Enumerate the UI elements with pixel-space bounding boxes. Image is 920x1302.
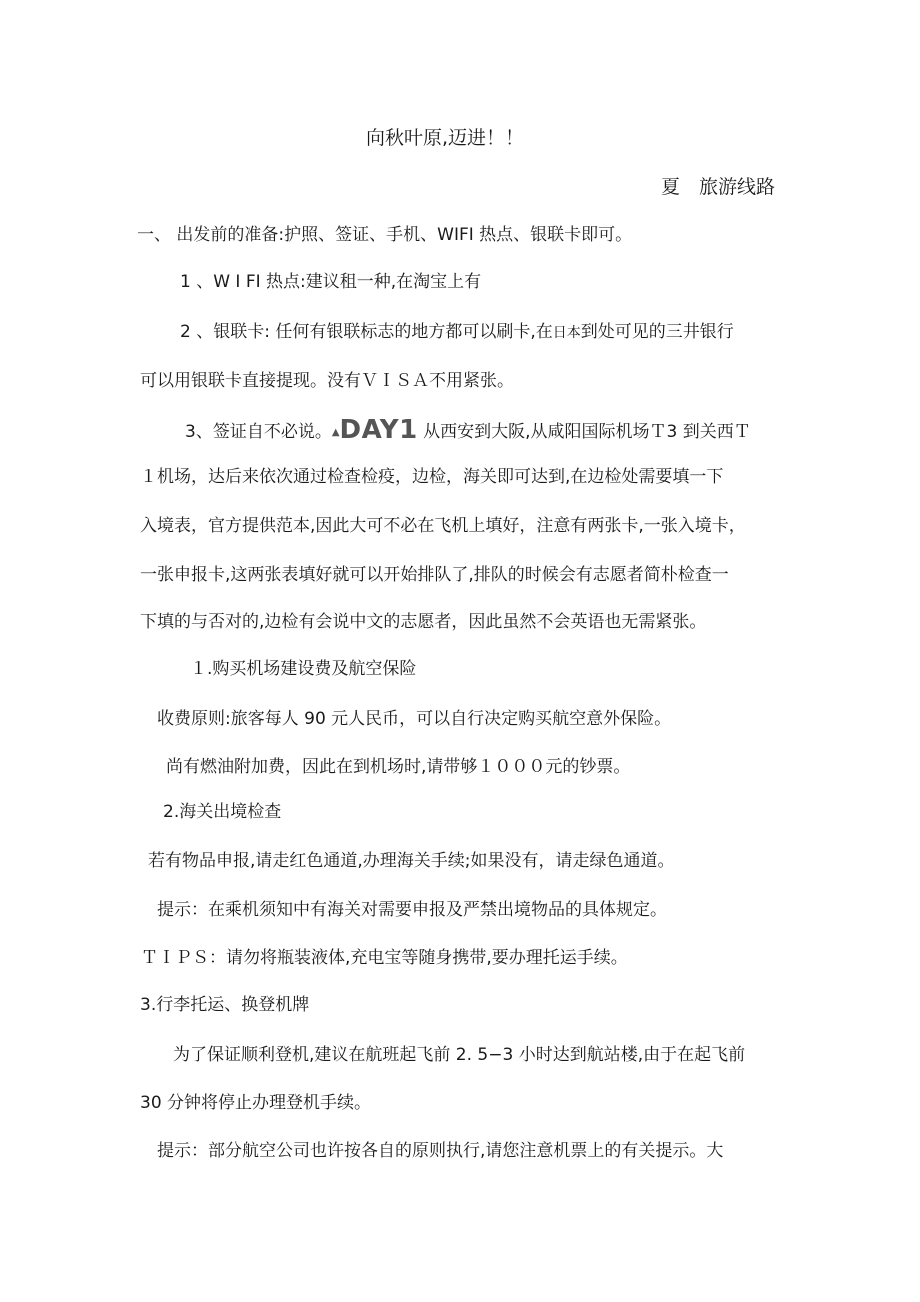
paragraph-preparation: 一、 出发前的准备:护照、签证、手机、WIFI 热点、银联卡即可。 <box>137 225 633 245</box>
paragraph-unionpay-cont: 可以用银联卡直接提现。没有ＶＩＳＡ不用紧张。 <box>140 371 514 391</box>
paragraph-tips: ＴＩＰＳ：请勿将瓶装液体,充电宝等随身携带,要办理托运手续。 <box>141 948 628 968</box>
unionpay-text-start: 2 、银联卡: 任何有银联标志的地方都可以刷卡,在 <box>180 322 553 342</box>
paragraph-boarding-time: 为了保证顺利登机,建议在航班起飞前 2. 5−3 小时达到航站楼,由于在起飞前 <box>173 1045 746 1065</box>
unionpay-text-japan: 日本 <box>552 325 581 341</box>
paragraph-day1-line3: 入境表，官方提供范本,因此大可不必在飞机上填好，注意有两张卡,一张入境卡， <box>140 516 746 536</box>
paragraph-wifi: 1 、W I FI 热点:建议租一种,在淘宝上有 <box>180 272 482 292</box>
document-subtitle: 夏 旅游线路 <box>660 176 775 198</box>
paragraph-customs-channel: 若有物品申报,请走红色通道,办理海关手续;如果没有，请走绿色通道。 <box>148 851 675 871</box>
paragraph-fuel-surcharge: 尚有燃油附加费，因此在到机场时,请带够１０００元的钞票。 <box>166 757 631 777</box>
day1-heading: DAY1 <box>339 415 418 445</box>
visa-text: 3、签证自不必说。 <box>185 422 332 442</box>
paragraph-customs-tip: 提示：在乘机须知中有海关对需要申报及严禁出境物品的具体规定。 <box>157 900 667 920</box>
paragraph-airline-tip: 提示：部分航空公司也许按各自的原则执行,请您注意机票上的有关提示。大 <box>157 1141 724 1161</box>
document-title: 向秋叶原,迈进！！ <box>365 127 525 149</box>
paragraph-fee-rule: 收费原则:旅客每人 90 元人民币，可以自行决定购买航空意外保险。 <box>157 709 672 729</box>
section-airport-fee: １.购买机场建设费及航空保险 <box>190 659 417 679</box>
paragraph-day1-line5: 下填的与否对的,边检有会说中文的志愿者，因此虽然不会英语也无需紧张。 <box>140 612 707 632</box>
paragraph-unionpay <box>180 320 734 345</box>
unionpay-text-end: 到处可见的三井银行 <box>580 322 734 342</box>
paragraph-day1-line2: １机场，达后来依次通过检查检疫，边检，海关即可达到,在边检处需要填一下 <box>140 467 724 487</box>
paragraph-boarding-time-cont: 30 分钟将停止办理登机手续。 <box>140 1093 372 1113</box>
section-baggage: 3.行李托运、换登机牌 <box>140 995 310 1015</box>
section-customs: 2.海关出境检查 <box>163 802 282 822</box>
paragraph-visa-day1 <box>185 415 751 445</box>
paragraph-day1-line4: 一张申报卡,这两张表填好就可以开始排队了,排队的时候会有志愿者简朴检查一 <box>140 565 729 585</box>
day1-route-text: 从西安到大阪,从咸阳国际机场Ｔ3 到关西Ｔ <box>417 422 751 442</box>
triangle-icon: ▲ <box>331 427 340 438</box>
